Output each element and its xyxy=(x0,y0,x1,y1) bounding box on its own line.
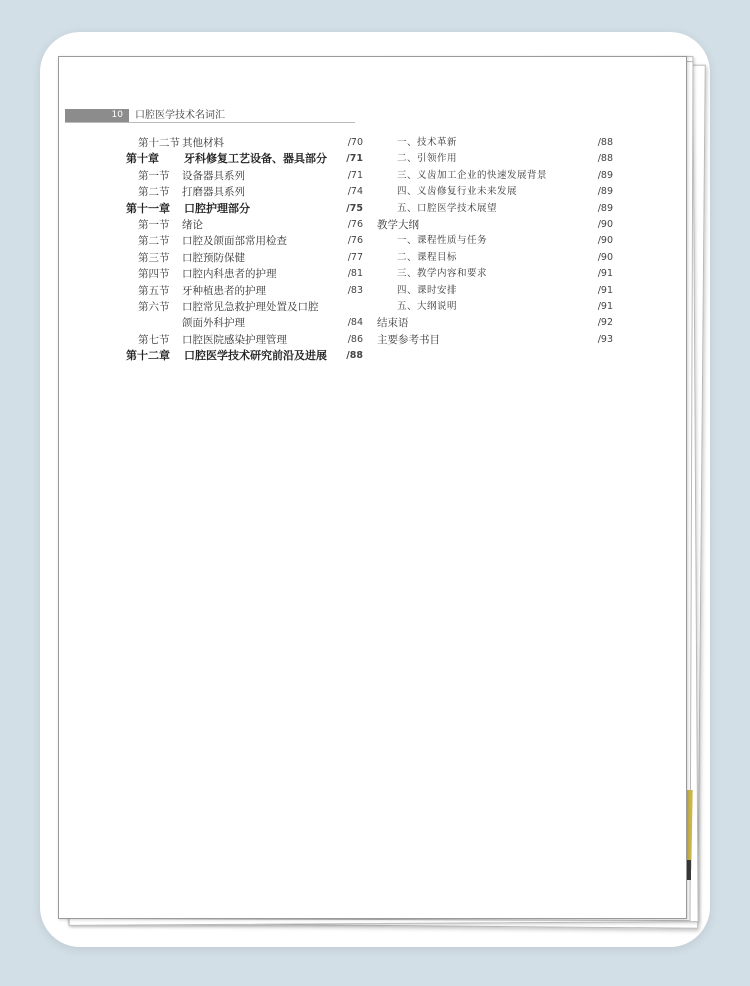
toc-entry-page: /83 xyxy=(347,284,363,296)
toc-entry xyxy=(126,299,363,315)
toc-entry-title: 三、义齿加工企业的快速发展背景 xyxy=(397,169,548,181)
toc-entry-page: /89 xyxy=(597,202,613,214)
toc-entry-page: /74 xyxy=(347,186,363,198)
toc-entry xyxy=(126,348,363,364)
toc-entry-page: /81 xyxy=(347,268,363,280)
toc-entry xyxy=(126,217,363,233)
toc-entry-title: 口腔护理部分 xyxy=(184,201,250,215)
toc-entry-title: 设备器具系列 xyxy=(182,169,245,182)
running-header xyxy=(65,109,355,123)
toc-entry-page: /90 xyxy=(597,218,613,230)
toc-entry-page: /89 xyxy=(597,186,613,198)
toc-entry-page: /70 xyxy=(347,137,363,148)
toc-entry-title: 二、引领作用 xyxy=(397,153,458,165)
toc-entry-title: 一、技术革新 xyxy=(397,137,458,148)
toc-column-right xyxy=(377,135,613,348)
toc-entry xyxy=(377,217,613,233)
toc-entry xyxy=(377,283,613,299)
toc-entry xyxy=(377,266,613,282)
toc-entry xyxy=(126,315,363,331)
toc-entry-number: 第十章 xyxy=(126,152,159,166)
toc-entry xyxy=(377,299,613,315)
toc-entry xyxy=(377,250,613,266)
toc-entry xyxy=(126,151,363,167)
toc-entry xyxy=(377,233,613,249)
toc-entry-number: 第四节 xyxy=(138,268,170,281)
toc-entry-number: 第七节 xyxy=(138,333,170,346)
toc-entry-number: 第二节 xyxy=(138,186,170,199)
toc-entry-title: 主要参考书目 xyxy=(377,333,440,346)
toc-entry-page: /76 xyxy=(347,235,363,247)
toc-entry xyxy=(126,201,363,217)
toc-entry-title: 牙种植患者的护理 xyxy=(182,284,266,297)
toc-entry xyxy=(126,283,363,299)
toc-entry-title: 教学大纲 xyxy=(377,218,419,231)
toc-entry-title: 四、课时安排 xyxy=(397,284,458,296)
toc-entry-title: 口腔及颌面部常用检查 xyxy=(182,235,287,248)
toc-entry-title: 五、大纲说明 xyxy=(397,300,458,312)
toc-entry-page: /91 xyxy=(597,284,613,296)
toc-entry xyxy=(126,332,363,348)
toc-column-left xyxy=(126,135,363,364)
toc-entry-number: 第十二章 xyxy=(126,349,170,363)
toc-entry-title: 其他材料 xyxy=(182,137,224,149)
toc-entry-number: 第五节 xyxy=(138,284,170,297)
toc-entry-page: /90 xyxy=(597,235,613,247)
toc-entry-title: 颌面外科护理 xyxy=(182,317,245,330)
toc-entry-page: /77 xyxy=(347,251,363,263)
toc-entry-page: /88 xyxy=(597,137,613,148)
toc-entry-page: /86 xyxy=(347,333,363,345)
toc-entry-title: 牙科修复工艺设备、器具部分 xyxy=(184,152,327,166)
toc-entry-page: /88 xyxy=(597,153,613,165)
toc-entry-title: 三、教学内容和要求 xyxy=(397,268,488,280)
toc-entry xyxy=(126,135,363,151)
toc-entry-title: 四、义齿修复行业未来发展 xyxy=(397,186,518,198)
toc-entry xyxy=(126,168,363,184)
toc-entry xyxy=(126,250,363,266)
toc-entry-title: 口腔预防保健 xyxy=(182,251,245,264)
toc-entry-page: /93 xyxy=(597,333,613,345)
toc-entry-number: 第六节 xyxy=(138,300,170,313)
toc-entry xyxy=(377,151,613,167)
toc-entry-number: 第一节 xyxy=(138,218,170,231)
page-number: 10 xyxy=(65,109,129,122)
book-page xyxy=(58,56,687,919)
toc-entry-title: 绪论 xyxy=(182,218,203,231)
toc-entry xyxy=(377,135,613,151)
toc-entry-page: /91 xyxy=(597,300,613,312)
toc-entry-page: /89 xyxy=(597,169,613,181)
toc-entry-page: /84 xyxy=(347,317,363,329)
toc-entry-title: 二、课程目标 xyxy=(397,251,458,263)
toc-entry-title: 结束语 xyxy=(377,317,409,330)
toc-entry xyxy=(377,315,613,331)
toc-entry-page: /88 xyxy=(346,350,363,362)
toc-entry-title: 口腔内科患者的护理 xyxy=(182,268,277,281)
toc-entry-title: 口腔常见急救护理处置及口腔 xyxy=(182,300,319,313)
toc-entry-page: /76 xyxy=(347,218,363,230)
toc-entry-page: /71 xyxy=(346,153,363,165)
toc-entry-page: /75 xyxy=(346,202,363,214)
toc-entry-page: /90 xyxy=(597,251,613,263)
toc-entry-page: /92 xyxy=(597,317,613,329)
toc-entry-number: 第十二节 xyxy=(138,137,180,149)
toc-entry xyxy=(126,266,363,282)
toc-entry-number: 第十一章 xyxy=(126,201,170,215)
toc-entry-page: /71 xyxy=(347,169,363,181)
toc-entry-title: 口腔医院感染护理管理 xyxy=(182,333,287,346)
toc-entry xyxy=(126,184,363,200)
toc-entry-number: 第三节 xyxy=(138,251,170,264)
toc-entry xyxy=(377,201,613,217)
toc-entry-title: 一、课程性质与任务 xyxy=(397,235,488,247)
toc-entry xyxy=(377,184,613,200)
toc-entry-number: 第一节 xyxy=(138,169,170,182)
toc-entry-number: 第二节 xyxy=(138,235,170,248)
toc-entry-title: 打磨器具系列 xyxy=(182,186,245,199)
book-title: 口腔医学技术名词汇 xyxy=(135,110,225,121)
toc-entry xyxy=(377,332,613,348)
toc-entry-title: 口腔医学技术研究前沿及进展 xyxy=(184,349,327,363)
toc-entry xyxy=(126,233,363,249)
toc-entry-title: 五、口腔医学技术展望 xyxy=(397,202,498,214)
toc-entry-page: /91 xyxy=(597,268,613,280)
toc-entry xyxy=(377,168,613,184)
